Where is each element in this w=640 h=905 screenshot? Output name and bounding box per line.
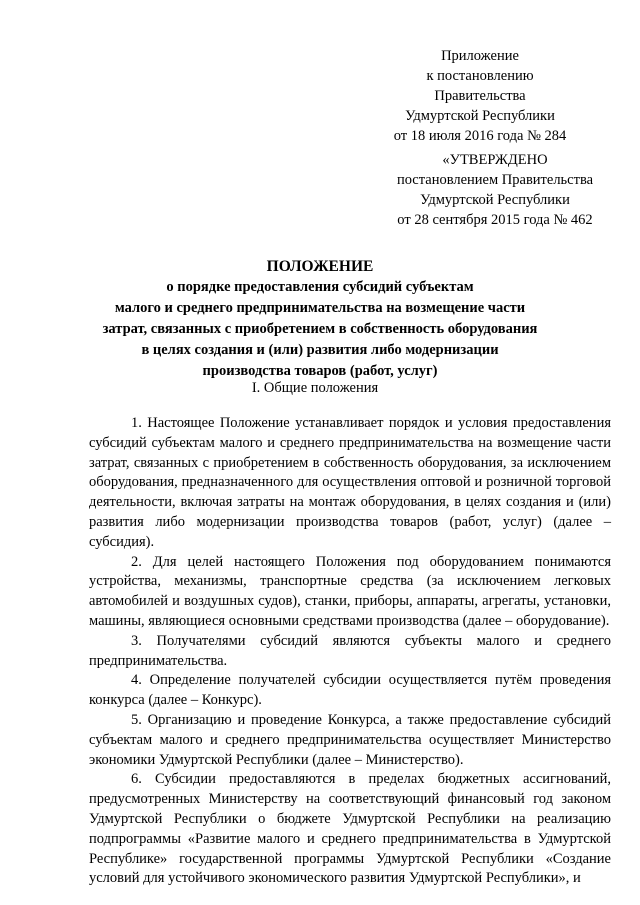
- document-subtitle-line: затрат, связанных с приобретением в собственность оборудования: [102, 321, 538, 337]
- attachment-line: к постановлению Правительства: [426, 68, 534, 104]
- paragraph-4: 4. Определение получателей субсидии осуществляется путём проведения конкурса (далее – Конкурс).: [89, 672, 611, 709]
- document-title: ПОЛОЖЕНИЕ: [266, 258, 374, 275]
- attachment-header: [380, 46, 580, 146]
- document-subtitle-line: в целях создания и (или) развития либо модернизации: [141, 342, 499, 358]
- document-subtitle-line: производства товаров (работ, услуг): [202, 363, 438, 379]
- document-body: [89, 414, 611, 889]
- approved-line: «УТВЕРЖДЕНО: [442, 152, 548, 168]
- document-subtitle-line: малого и среднего предпринимательства на возмещение части: [114, 300, 526, 316]
- approved-line: Удмуртской Республики: [420, 192, 570, 208]
- paragraph-1: 1. Настоящее Положение устанавливает порядок и условия предоставления субсидий субъектам малого и среднего предпринимательства на возмещение части затрат, связанных с приобретением в собственность оборудования, за исключением оборудования, предназначенного для осуществления оптовой и розничной торговой деятельности, включая затраты на монтаж оборудования, в целях создания и (или) развития либо модернизации производства товаров (работ, услуг) (далее – субсидия).: [89, 415, 611, 550]
- attachment-line: от 18 июля 2016 года № 284: [393, 128, 567, 144]
- paragraph-2: 2. Для целей настоящего Положения под оборудованием понимаются устройства, механизмы, транспортные средства (за исключением легковых автомобилей и воздушных судов), станки, приборы, аппараты, агрегаты, установки, машины, являющиеся основными средствами производства (далее – оборудование).: [89, 553, 611, 629]
- paragraph-5: 5. Организацию и проведение Конкурса, а также предоставление субсидий субъектам малого и среднего предпринимательства осуществляет Министерство экономики Удмуртской Республики (далее – Министерство).: [89, 711, 611, 768]
- document-subtitle-line: о порядке предоставления субсидий субъектам: [166, 279, 474, 295]
- approved-line: постановлением Правительства: [396, 172, 594, 188]
- approved-line: от 28 сентября 2015 года № 462: [397, 212, 593, 228]
- approval-stamp-text: [380, 150, 610, 230]
- paragraph-3: 3. Получателями субсидий являются субъекты малого и среднего предпринимательства.: [89, 632, 611, 669]
- document-title-block: [95, 256, 545, 382]
- attachment-line: Приложение: [441, 48, 519, 64]
- paragraph-6: 6. Субсидии предоставляются в пределах бюджетных ассигнований, предусмотренных Министерству на соответствующий финансовый год законом Удмуртской Республики о бюджете Удмуртской Республики на реализацию подпрограммы «Развитие малого и среднего предпринимательства в Удмуртской Республике» государственной программы Удмуртской Республики «Создание условий для устойчивого экономического развития Удмуртской Республики», и: [89, 771, 611, 887]
- attachment-line: Удмуртской Республики: [405, 108, 555, 124]
- section-heading: I. Общие положения: [251, 380, 379, 396]
